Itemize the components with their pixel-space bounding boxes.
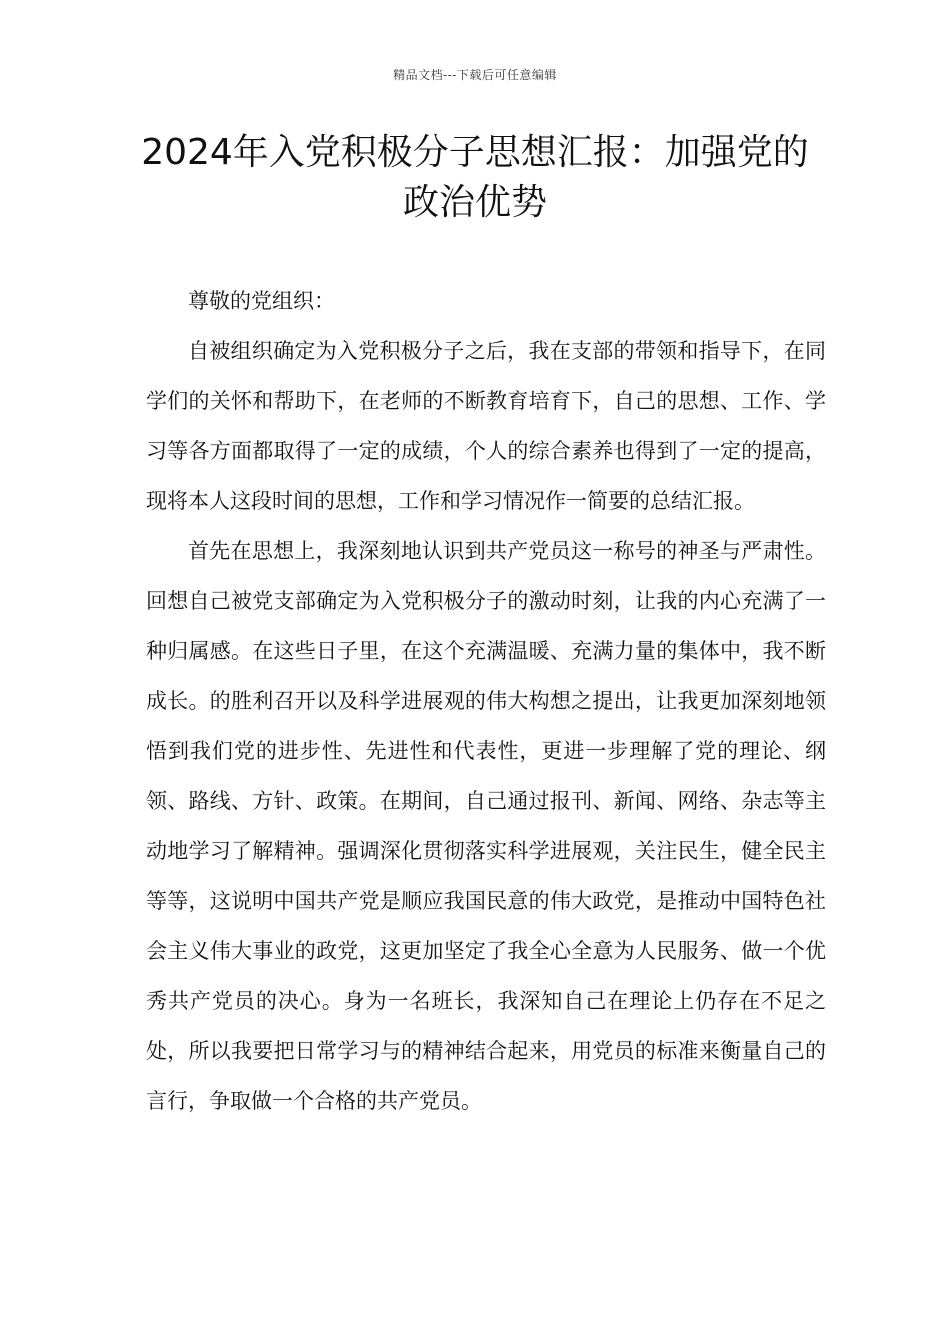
document-title: 2024年入党积极分子思想汇报：加强党的政治优势	[141, 132, 809, 223]
paragraph-1: 自被组织确定为入党积极分子之后，我在支部的带领和指导下，在同学们的关怀和帮助下，在老师的不断教育培育下，自己的思想、工作、学习等各方面都取得了一定的成绩，个人的综合素养也得到了一定的提高，现将本人这段时间的思想，工作和学习情况作一简要的总结汇报。	[146, 339, 826, 513]
header-note: 精品文档---下载后可任意编辑	[393, 68, 557, 82]
salutation: 尊敬的党组织：	[188, 289, 335, 313]
paragraph-2: 首先在思想上，我深刻地认识到共产党员这一称号的神圣与严肃性。回想自己被党支部确定为入党积极分子的激动时刻，让我的内心充满了一种归属感。在这些日子里，在这个充满温暖、充满力量的集体中，我不断成长。的胜利召开以及科学进展观的伟大构想之提出，让我更加深刻地领悟到我们党的进步性、先进性和代表性，更进一步理解了党的理论、纲领、路线、方针、政策。在期间，自己通过报刊、新闻、网络、杂志等主动地学习了解精神。强调深化贯彻落实科学进展观，关注民生，健全民主等等，这说明中国共产党是顺应我国民意的伟大政党，是推动中国特色社会主义伟大事业的政党，这更加坚定了我全心全意为人民服务、做一个优秀共产党员的决心。身为一名班长，我深知自己在理论上仍存在不足之处，所以我要把日常学习与的精神结合起来，用党员的标准来衡量自己的言行，争取做一个合格的共产党员。	[146, 539, 826, 1113]
document-body	[146, 276, 826, 1126]
